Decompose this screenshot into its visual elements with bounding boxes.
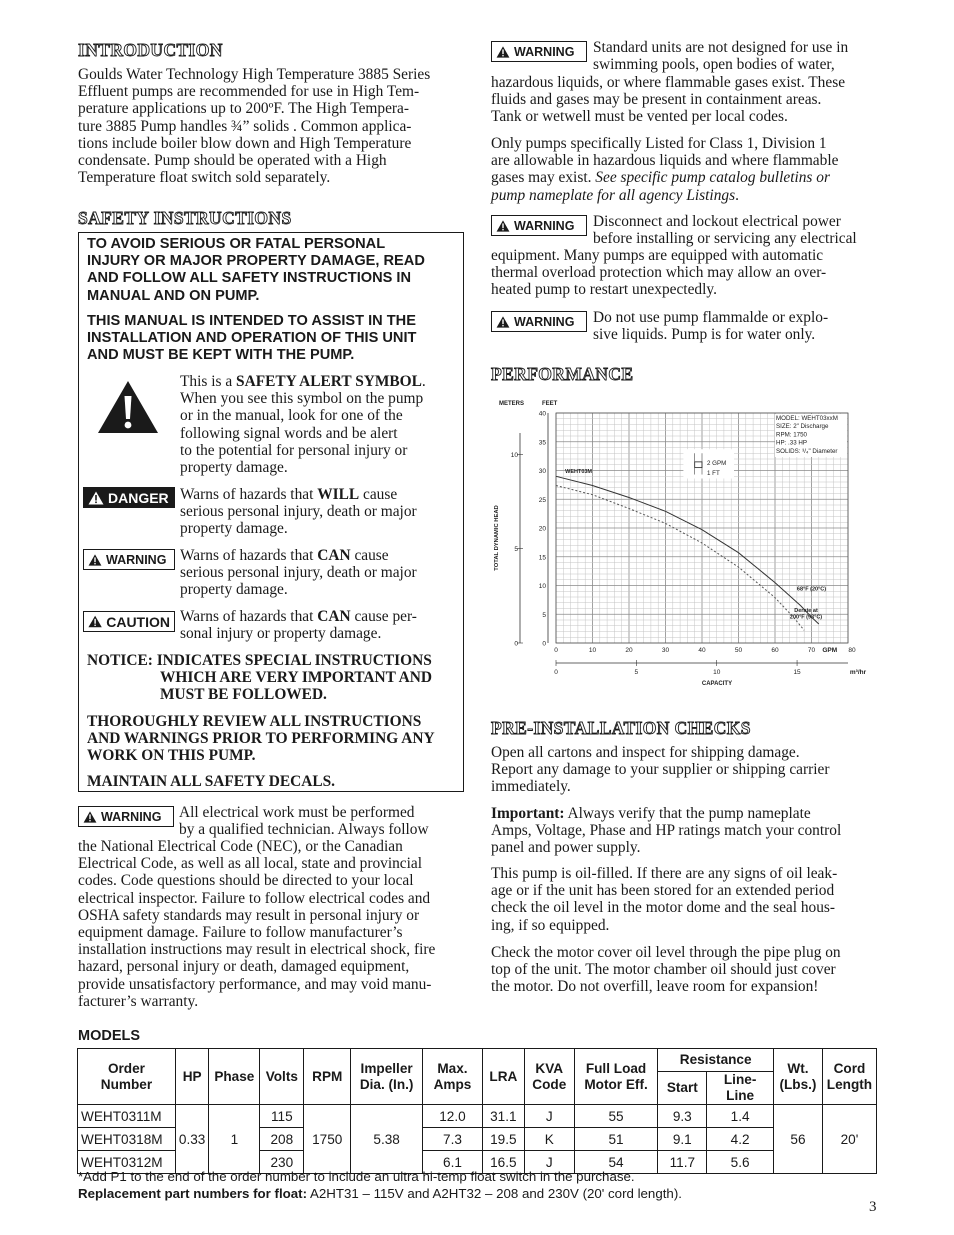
scale-key-horizontal: 2 GPM	[707, 460, 727, 468]
performance-chart	[486, 394, 880, 690]
feet-tick-label: 5	[542, 611, 546, 619]
caution-badge: CAUTION	[83, 611, 175, 632]
meters-unit-label: METERS	[498, 401, 524, 407]
col-kva-code: KVA Code	[524, 1049, 574, 1105]
electrical-warning-text: the National Electrical Code (NEC), or the Canadian Electrical Code, as well as all local, state and provincial codes. Code questions should be directed to your local electrical inspector. Failure to follow electrical codes and OSHA safety standards may result in personal injury or equipment damage. Failure to follow manufacturer’s installation instructions may result in electrical shock, fire hazard, personal injury or death, damaged equipment, provide unsatisfactory performance, and may void manu- facturer’s warranty.	[78, 838, 436, 1010]
safety-warning-paragraph-1: TO AVOID SERIOUS OR FATAL PERSONAL INJURY OR MAJOR PROPERTY DAMAGE, READ AND FOLLOW ALL SAFETY INSTRUCTIONS IN MANUAL AND ON PUMP.	[87, 236, 425, 304]
y-axis-title: TOTAL DYNAMIC HEAD	[494, 505, 500, 571]
class1-text: Only pumps specifically Listed for Class 1, Division 1 are allowable in hazardous liquids and where flammable gases may exist. See specific pump catalog bulletins or pump nameplate for all agency Listings.	[491, 135, 839, 204]
model-info-line: MODEL: WEHT03xxM	[776, 415, 838, 422]
warning-alert-icon	[496, 220, 510, 232]
col-resistance: Resistance	[658, 1049, 774, 1072]
models-heading: MODELS	[78, 1028, 141, 1044]
gpm-tick-label: 70	[807, 647, 816, 654]
electrical-warning-badge: WARNING	[78, 806, 174, 827]
feet-tick-label: 35	[538, 439, 546, 447]
table-row: WEHT0318M 208 7.3 19.5 K 51 9.1 4.2	[78, 1128, 877, 1151]
hazard-warning-text: hazardous liquids, or where flammable gases exist. These fluids and gases may be present in containment areas. Tank or wetwell must be vented per local codes.	[491, 74, 846, 126]
danger-badge: DANGER	[83, 487, 175, 508]
feet-tick-label: 20	[538, 525, 546, 533]
feet-tick-label: 0	[542, 640, 546, 648]
col-full-load-eff: Full Load Motor Eff.	[574, 1049, 658, 1105]
warning-alert-icon	[83, 811, 97, 823]
model-info-line: HP: .33 HP	[776, 439, 807, 447]
feet-tick-label: 10	[538, 583, 546, 590]
review-text: THOROUGHLY REVIEW ALL INSTRUCTIONS AND WARNINGS PRIOR TO PERFORMING ANY WORK ON THIS PUMP.	[87, 713, 435, 765]
lockout-warning-first-lines: Disconnect and lockout electrical power before installing or servicing any electrical	[593, 213, 857, 248]
caution-alert-icon	[88, 615, 102, 628]
gpm-unit-label: GPM	[822, 647, 838, 654]
performance-heading: PERFORMANCE	[491, 364, 634, 384]
col-impeller: Impeller Dia. (In.)	[351, 1049, 423, 1105]
lockout-warning-text: equipment. Many pumps are equipped with automatic thermal overload protection which may allow an over- heated pump to restart unexpectedly.	[491, 247, 827, 299]
col-weight: Wt. (Lbs.)	[773, 1049, 822, 1105]
safety-alert-icon	[96, 379, 160, 435]
feet-unit-label: FEET	[542, 401, 558, 407]
feet-tick-label: 40	[538, 410, 546, 418]
chart-labels	[565, 414, 847, 620]
curve-label: WEHT03M	[565, 468, 593, 475]
col-resistance-start: Start	[658, 1072, 707, 1105]
meter-tick-label: 10	[510, 451, 518, 459]
page-number: 3	[869, 1199, 877, 1215]
col-order-number: Order Number	[78, 1049, 176, 1105]
pre-installation-paragraph-2: Important: Always verify that the pump nameplate Amps, Voltage, Phase and HP ratings match your control panel and power supply.	[491, 805, 842, 857]
gpm-tick-label: 30	[661, 647, 670, 654]
warning-alert-icon	[496, 46, 510, 58]
pre-installation-paragraph-4: Check the motor cover oil level through the pipe plug on top of the unit. The motor chamber oil should just cover the motor. Do not overfill, leave room for expansion!	[491, 944, 841, 996]
table-row: WEHT0312M 230 6.1 16.5 J 54 11.7 5.6	[78, 1151, 877, 1174]
table-row: WEHT0311M 0.33 1 115 1750 5.38 12.0 31.1 J 55 9.3 1.4 56 20'	[78, 1105, 877, 1128]
introduction-text: Goulds Water Technology High Temperature 3885 Series Effluent pumps are recommended for use in High Tem- perature applications up to 200ºF. The High Tempera- ture 3885 Pump handles ¾” solids . Common applica- tions include boiler blow down and High Temperature condensate. Pump should be operated with a High Temperature float switch sold separately.	[78, 66, 431, 187]
model-info-line: SIZE: 2" Discharge	[776, 423, 829, 431]
col-lra: LRA	[482, 1049, 524, 1105]
hazard-warning-first-lines: Standard units are not designed for use in swimming pools, open bodies of water,	[593, 39, 849, 74]
pre-installation-heading: PRE-INSTALLATION CHECKS	[491, 718, 751, 738]
electrical-warning-first-lines: All electrical work must be performed by a qualified technician. Always follow	[179, 804, 429, 839]
flammable-warning-badge: WARNING	[491, 311, 587, 332]
feet-tick-label: 25	[538, 496, 546, 504]
danger-text: Warns of hazards that WILL cause serious personal injury, death or major property damage.	[180, 486, 417, 538]
warning-text: Warns of hazards that CAN cause serious personal injury, death or major property damage.	[180, 547, 417, 599]
col-max-amps: Max. Amps	[423, 1049, 483, 1105]
gpm-tick-label: 60	[771, 647, 779, 654]
m3hr-unit-label: m³/hr	[849, 669, 867, 676]
replacement-part-numbers: Replacement part numbers for float: A2HT31 – 115V and A2HT32 – 208 and 230V (20' cord length).	[78, 1186, 682, 1201]
danger-alert-icon	[88, 491, 104, 505]
safety-instructions-box	[78, 232, 464, 792]
gpm-tick-label: 20	[625, 647, 633, 654]
col-cord-length: Cord Length	[822, 1049, 876, 1105]
safety-instructions-heading: SAFETY INSTRUCTIONS	[78, 208, 292, 228]
warning-alert-icon	[88, 554, 102, 566]
introduction-heading: INTRODUCTION	[78, 40, 223, 60]
pre-installation-paragraph-3: This pump is oil-filled. If there are any signs of oil leak- age or if the unit has been stored for an extended period check the oil level in the motor dome and the seal hous- ing, if so equipped.	[491, 865, 838, 934]
safety-warning-paragraph-2: THIS MANUAL IS INTENDED TO ASSIST IN THE INSTALLATION AND OPERATION OF THIS UNIT AND MUST BE KEPT WITH THE PUMP.	[87, 313, 417, 364]
warning-alert-icon	[496, 316, 510, 328]
model-info-line: SOLIDS: ³/₄" Diameter	[776, 447, 838, 455]
x-axis-title: CAPACITY	[701, 681, 733, 687]
hazard-warning-badge: WARNING	[491, 41, 587, 62]
notice-text: NOTICE: INDICATES SPECIAL INSTRUCTIONS WHICH ARE VERY IMPORTANT AND MUST BE FOLLOWED.	[87, 652, 432, 704]
gpm-tick-label: 10	[588, 647, 597, 654]
pre-installation-paragraph-1: Open all cartons and inspect for shipping damage. Report any damage to your supplier or shipping carrier immediately.	[491, 744, 830, 796]
feet-tick-label: 15	[538, 554, 546, 562]
gpm-tick-label: 50	[734, 647, 743, 654]
annotation-derate-l1: Derate at	[794, 607, 818, 614]
m3hr-tick-label: 0	[554, 669, 558, 676]
col-resistance-line: Line-Line	[707, 1072, 774, 1105]
scale-key-square	[695, 462, 702, 468]
gpm-tick-label: 80	[848, 647, 856, 654]
safety-alert-text: This is a SAFETY ALERT SYMBOL. When you see this symbol on the pump or in the manual, look for one of the following signal words and be alert to the potential for personal injury or property damage.	[180, 373, 426, 477]
meter-tick-label: 5	[514, 546, 518, 554]
col-volts: Volts	[260, 1049, 304, 1105]
annotation-derate-l2: 200°F (93°C)	[789, 614, 823, 621]
models-table	[77, 1048, 877, 1174]
maintain-decals-text: MAINTAIN ALL SAFETY DECALS.	[87, 773, 336, 790]
m3hr-tick-label: 10	[713, 669, 721, 676]
feet-tick-label: 30	[538, 468, 546, 475]
col-rpm: RPM	[304, 1049, 351, 1105]
lockout-warning-badge: WARNING	[491, 215, 587, 236]
flammable-warning-text: Do not use pump flammalde or explo- sive liquids. Pump is for water only.	[593, 309, 829, 344]
col-phase: Phase	[209, 1049, 260, 1105]
m3hr-tick-label: 5	[634, 669, 639, 676]
annotation-68f: 68°F (20°C)	[796, 586, 827, 593]
model-info-line: RPM: 1750	[776, 431, 807, 439]
warning-badge: WARNING	[83, 549, 175, 570]
caution-text: Warns of hazards that CAN cause per- sonal injury or property damage.	[180, 608, 417, 643]
m3hr-tick-label: 15	[793, 669, 801, 676]
float-footnote: *Add P1 to the end of the order number to include an ultra hi-temp float switch in the purchase.	[78, 1169, 635, 1184]
gpm-tick-label: 0	[554, 647, 558, 654]
col-hp: HP	[175, 1049, 208, 1105]
gpm-tick-label: 40	[698, 647, 706, 654]
meter-tick-label: 0	[514, 640, 518, 648]
scale-key-vertical: 1 FT	[707, 469, 720, 477]
